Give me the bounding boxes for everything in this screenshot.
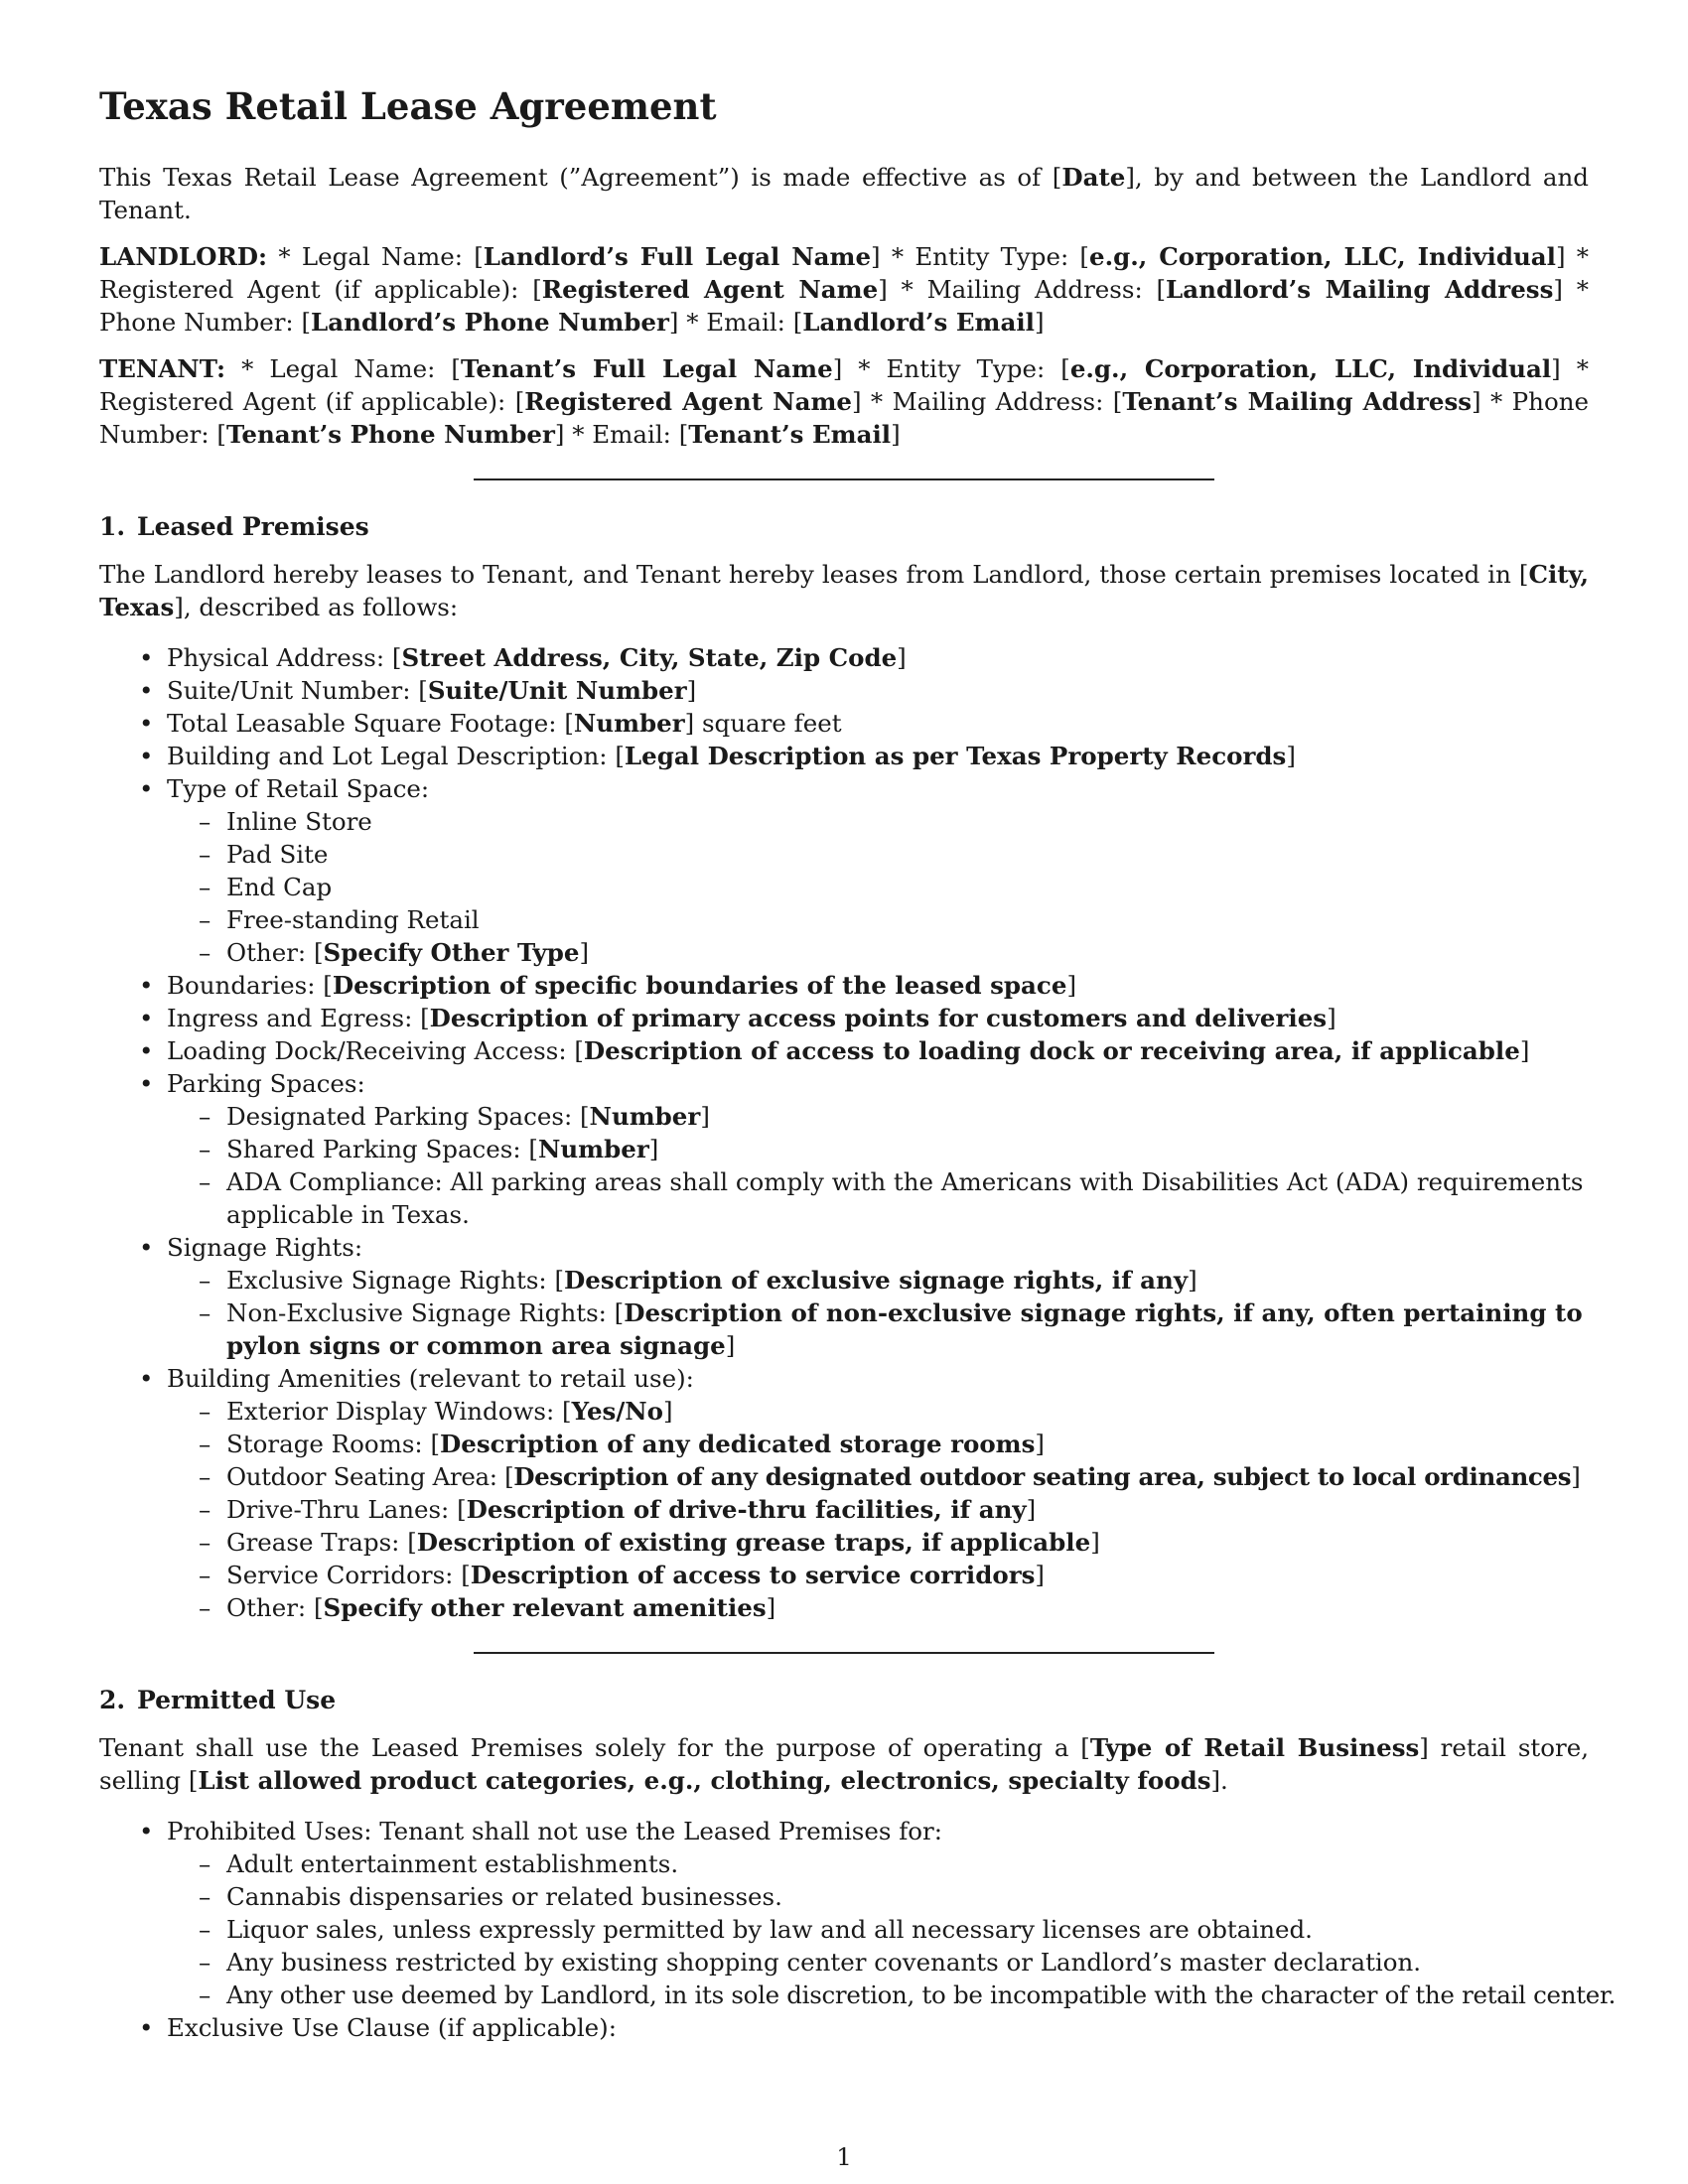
list-item: • Exclusive Use Clause (if applicable): bbox=[99, 2011, 1589, 2044]
list-item: • Suite/Unit Number: [Suite/Unit Number] bbox=[99, 674, 1589, 707]
list-item: • Parking Spaces: – Designated Parking Spaces: [Number] – Shared Parking Spaces: [Number] – ADA Compliance: All parking areas shall comply with the Americans with Disabilities Act (ADA) requirements applicable in Texas. bbox=[99, 1067, 1589, 1231]
list-item: – End Cap bbox=[167, 871, 1589, 903]
list-item: – Designated Parking Spaces: [Number] bbox=[167, 1100, 1589, 1133]
list-item: • Type of Retail Space: – Inline Store – Pad Site – End Cap – Free-standing Retail – Other: [Specify Other Type] bbox=[99, 772, 1589, 969]
list-item: – Inline Store bbox=[167, 805, 1589, 838]
list-item: – Other: [Specify other relevant amenities] bbox=[167, 1591, 1589, 1624]
tenant-label: TENANT: bbox=[99, 354, 226, 383]
permitted-use-list bbox=[99, 1815, 1617, 2044]
list-item: – Exterior Display Windows: [Yes/No] bbox=[167, 1395, 1589, 1428]
section-2-heading: 2. Permitted Use bbox=[99, 1686, 337, 1714]
intro-paragraph: This Texas Retail Lease Agreement (”Agreement”) is made effective as of [Date], by and between the Landlord and Tenant. bbox=[99, 163, 1589, 224]
section-1-heading: 1. Leased Premises bbox=[99, 512, 369, 541]
list-item: – Exclusive Signage Rights: [Description of exclusive signage rights, if any] bbox=[167, 1264, 1589, 1297]
list-item: – Free-standing Retail bbox=[167, 903, 1589, 936]
list-item: – Storage Rooms: [Description of any dedicated storage rooms] bbox=[167, 1428, 1589, 1460]
amenities-list bbox=[167, 1395, 1589, 1624]
list-item: • Physical Address: [Street Address, City, State, Zip Code] bbox=[99, 641, 1589, 674]
list-item: – Other: [Specify Other Type] bbox=[167, 936, 1589, 969]
landlord-label: LANDLORD: bbox=[99, 242, 268, 271]
list-item: • Signage Rights: – Exclusive Signage Rights: [Description of exclusive signage rights, if any] – Non-Exclusive Signage Rights: [Description of non-exclusive signage rights, if any, often pertaining to pylon signs or common area signage] bbox=[99, 1231, 1589, 1362]
section-1-intro: The Landlord hereby leases to Tenant, and Tenant hereby leases from Landlord, those certain premises located in [City, Texas], described as follows: bbox=[99, 560, 1589, 621]
date-placeholder: Date bbox=[1061, 163, 1126, 192]
signage-list bbox=[167, 1264, 1589, 1362]
document-body bbox=[99, 81, 1617, 2054]
list-item: • Building and Lot Legal Description: [Legal Description as per Texas Property Records] bbox=[99, 740, 1589, 772]
list-item: – Any other use deemed by Landlord, in its sole discretion, to be incompatible with the character of the retail center. bbox=[167, 1979, 1589, 2011]
premises-list bbox=[99, 641, 1589, 1624]
list-item: – Any business restricted by existing shopping center covenants or Landlord’s master declaration. bbox=[167, 1946, 1589, 1979]
list-item: – ADA Compliance: All parking areas shall comply with the Americans with Disabilities Act (ADA) requirements applicable in Texas. bbox=[167, 1165, 1589, 1231]
prohibited-uses-list bbox=[167, 1847, 1617, 2011]
list-item: – Adult entertainment establishments. bbox=[167, 1847, 1589, 1880]
list-item: – Shared Parking Spaces: [Number] bbox=[167, 1133, 1589, 1165]
page-number: 1 bbox=[836, 2142, 852, 2171]
list-item: – Non-Exclusive Signage Rights: [Description of non-exclusive signage rights, if any, often pertaining to pylon signs or common area signage] bbox=[167, 1297, 1589, 1362]
list-item: – Liquor sales, unless expressly permitted by law and all necessary licenses are obtained. bbox=[167, 1913, 1589, 1946]
list-item: • Loading Dock/Receiving Access: [Description of access to loading dock or receiving area, if applicable] bbox=[99, 1034, 1589, 1067]
section-divider bbox=[474, 478, 1214, 480]
list-item: • Boundaries: [Description of specific boundaries of the leased space] bbox=[99, 969, 1589, 1002]
list-item: – Service Corridors: [Description of access to service corridors] bbox=[167, 1559, 1589, 1591]
list-item: • Prohibited Uses: Tenant shall not use the Leased Premises for: – Adult entertainment establishments. – Cannabis dispensaries or related businesses. – Liquor sales, unless expressly permitted by law and all necessary licenses are obtained. – Any business restricted by existing shopping center covenants or Landlord’s master declaration. – Any other use deemed by Landlord, in its sole discretion, to be incompatible with the character of the retail center. bbox=[99, 1815, 1589, 2011]
parking-list bbox=[167, 1100, 1589, 1231]
tenant-block: TENANT: * Legal Name: [Tenant’s Full Legal Name] * Entity Type: [e.g., Corporation, LLC, Individual] * Registered Agent (if applicable): [Registered Agent Name] * Mailing Address: [Tenant’s Mailing Address] * Phone Number: [Tenant’s Phone Number] * Email: [Tenant’s Email] bbox=[99, 354, 1590, 449]
list-item: – Drive-Thru Lanes: [Description of drive-thru facilities, if any] bbox=[167, 1493, 1589, 1526]
list-item: – Pad Site bbox=[167, 838, 1589, 871]
document-title: Texas Retail Lease Agreement bbox=[99, 84, 717, 128]
section-divider bbox=[474, 1652, 1214, 1654]
list-item: – Grease Traps: [Description of existing grease traps, if applicable] bbox=[167, 1526, 1589, 1559]
list-item: – Cannabis dispensaries or related businesses. bbox=[167, 1880, 1589, 1913]
list-item: • Total Leasable Square Footage: [Number] square feet bbox=[99, 707, 1589, 740]
landlord-block: LANDLORD: * Legal Name: [Landlord’s Full Legal Name] * Entity Type: [e.g., Corporation, LLC, Individual] * Registered Agent (if applicable): [Registered Agent Name] * Mailing Address: [Landlord’s Mailing Address] * Phone Number: [Landlord’s Phone Number] * Email: [Landlord’s Email] bbox=[99, 242, 1589, 337]
list-item: • Ingress and Egress: [Description of primary access points for customers and deliveries] bbox=[99, 1002, 1589, 1034]
list-item: – Outdoor Seating Area: [Description of any designated outdoor seating area, subject to local ordinances] bbox=[167, 1460, 1589, 1493]
list-item: • Building Amenities (relevant to retail use): – Exterior Display Windows: [Yes/No] – Storage Rooms: [Description of any dedicated storage rooms] – Outdoor Seating Area: [Description of any designated outdoor seating area, subject to local ordinances] – Drive-Thru Lanes: [Description of drive-thru facilities, if any] – Grease Traps: [Description of existing grease traps, if applicable] – Service Corridors: [Description of access to service corridors] – Other: [Specify other relevant amenities] bbox=[99, 1362, 1589, 1624]
section-2-intro: Tenant shall use the Leased Premises solely for the purpose of operating a [Type of Retail Business] retail store, selling [List allowed product categories, e.g., clothing, electronics, specialty foods]. bbox=[99, 1733, 1589, 1795]
retail-space-types bbox=[167, 805, 1589, 969]
